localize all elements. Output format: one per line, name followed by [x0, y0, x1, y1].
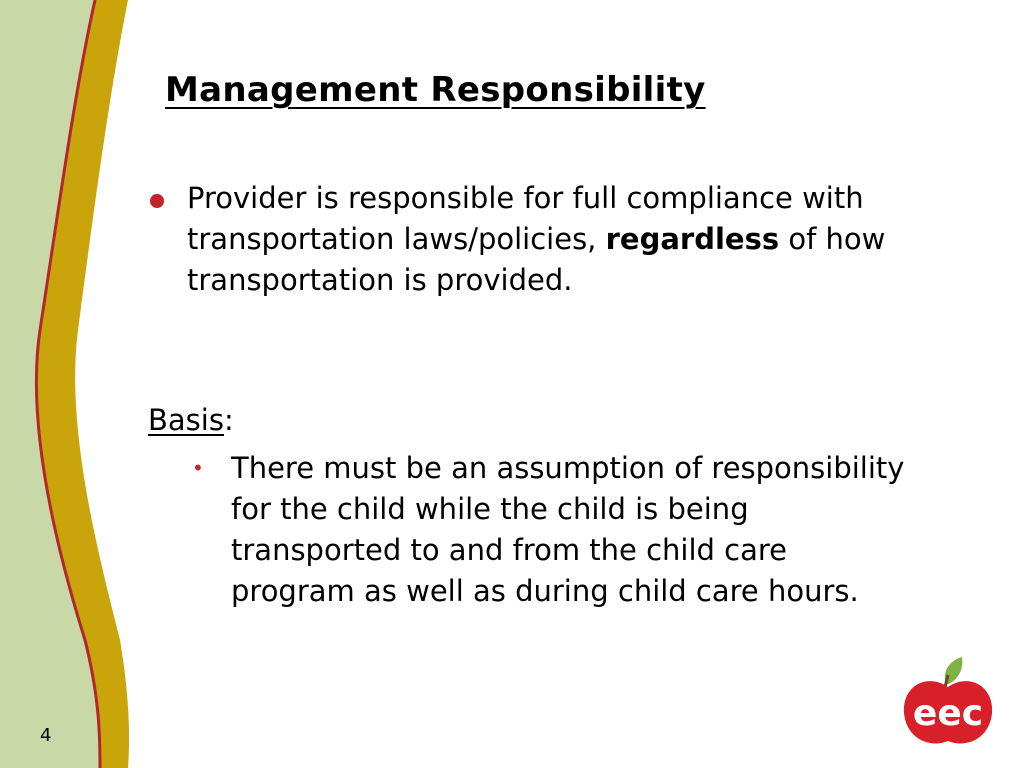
slide-title: Management Responsibility	[165, 70, 706, 110]
bullet-text: Provider is responsible for full compliance with transportation laws/policies, regardless of how transportation is provided.	[187, 181, 886, 297]
small-bullet-icon: •	[192, 456, 204, 480]
basis-label: Basis	[148, 403, 224, 437]
sub-bullet-text: There must be an assumption of responsibility for the child while the child is being transported to and from the child care program as well as during child care hours.	[231, 451, 905, 608]
apple-logo-icon	[898, 655, 998, 750]
bullet-item-assumption	[192, 448, 912, 612]
bold-word: regardless	[605, 222, 780, 256]
bullet-dot-icon	[150, 194, 164, 208]
logo-text: eec	[912, 693, 984, 734]
bullet-item-provider	[150, 178, 930, 301]
page-number: 4	[40, 725, 52, 746]
basis-heading: Basis:	[148, 403, 234, 437]
decorative-sidebar-wave	[0, 0, 140, 768]
